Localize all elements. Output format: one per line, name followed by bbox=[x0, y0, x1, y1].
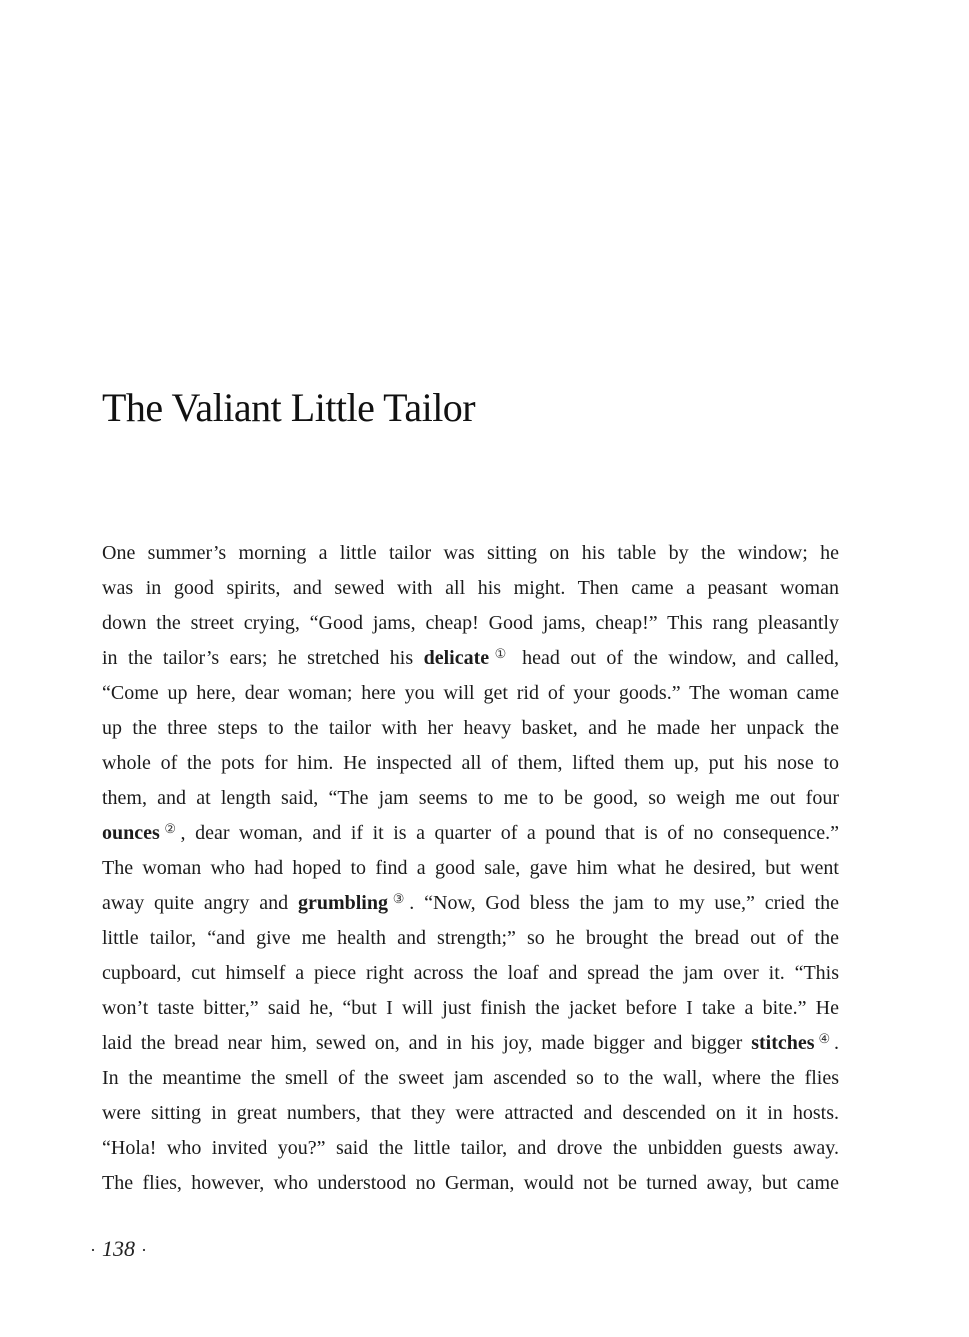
text-line bbox=[102, 1096, 839, 1131]
text-run: . bbox=[834, 1032, 839, 1054]
text-line bbox=[102, 641, 839, 676]
text-line bbox=[102, 816, 839, 851]
text-line bbox=[102, 536, 839, 571]
text-run: little tailor, “and give me health and strength;” so he brought the bread out of the bbox=[102, 927, 839, 949]
footnote-marker: ① bbox=[489, 646, 512, 661]
vocab-word: stitches bbox=[751, 1032, 815, 1054]
text-line bbox=[102, 956, 839, 991]
page-number-footer bbox=[84, 1236, 153, 1262]
footnote-marker: ③ bbox=[387, 891, 410, 906]
text-line bbox=[102, 851, 839, 886]
text-run: . “Now, God bless the jam to my use,” cried the bbox=[409, 892, 840, 914]
body-paragraph bbox=[102, 536, 839, 1201]
text-run: The woman who had hoped to find a good sale, gave him what he desired, but went bbox=[102, 857, 839, 879]
text-line bbox=[102, 711, 839, 746]
text-line bbox=[102, 606, 839, 641]
text-run: was in good spirits, and sewed with all his might. Then came a peasant woman bbox=[102, 577, 839, 599]
vocab-word: grumbling bbox=[297, 892, 388, 914]
text-run: cupboard, cut himself a piece right across the loaf and spread the jam over it. “This bbox=[102, 962, 839, 984]
text-line bbox=[102, 1166, 839, 1201]
text-line bbox=[102, 781, 839, 816]
text-line bbox=[102, 921, 839, 956]
right-dot-ornament: · bbox=[141, 1240, 147, 1260]
text-run: In the meantime the smell of the sweet jam ascended so to the wall, where the flies bbox=[102, 1067, 839, 1089]
text-line bbox=[102, 746, 839, 781]
text-run: “Come up here, dear woman; here you will get rid of your goods.” The woman came bbox=[102, 682, 839, 704]
text-run: “Hola! who invited you?” said the little tailor, and drove the unbidden guests away. bbox=[102, 1137, 839, 1159]
text-line bbox=[102, 1131, 839, 1166]
page-number: 138 bbox=[102, 1236, 135, 1261]
text-run: were sitting in great numbers, that they were attracted and descended on it in hosts. bbox=[102, 1102, 839, 1124]
text-run: laid the bread near him, sewed on, and in his joy, made bigger and bigger bbox=[102, 1032, 752, 1054]
text-line bbox=[102, 991, 839, 1026]
footnote-marker: ④ bbox=[814, 1031, 834, 1046]
footnote-marker: ② bbox=[159, 821, 181, 836]
text-run: whole of the pots for him. He inspected all of them, lifted them up, put his nose to bbox=[102, 752, 839, 774]
text-run: One summer’s morning a little tailor was sitting on his table by the window; he bbox=[102, 542, 839, 564]
text-run: down the street crying, “Good jams, cheap! Good jams, cheap!” This rang pleasantly bbox=[102, 612, 839, 634]
text-run: in the tailor’s ears; he stretched his bbox=[102, 647, 424, 669]
vocab-word: delicate bbox=[423, 647, 490, 669]
vocab-word: ounces bbox=[102, 822, 160, 844]
text-line bbox=[102, 676, 839, 711]
text-run: them, and at length said, “The jam seems to me to be good, so weigh me out four bbox=[102, 787, 839, 809]
text-run: away quite angry and bbox=[102, 892, 298, 914]
text-run: won’t taste bitter,” said he, “but I will just finish the jacket before I take a bite.” He bbox=[102, 997, 839, 1019]
text-run: , dear woman, and if it is a quarter of a pound that is of no consequence.” bbox=[180, 822, 840, 844]
text-line bbox=[102, 886, 839, 921]
text-line bbox=[102, 1026, 839, 1061]
text-line bbox=[102, 571, 839, 606]
text-line bbox=[102, 1061, 839, 1096]
left-dot-ornament: · bbox=[90, 1240, 96, 1260]
text-run: head out of the window, and called, bbox=[511, 647, 840, 669]
text-run: The flies, however, who understood no German, would not be turned away, but came bbox=[102, 1172, 839, 1194]
text-run: up the three steps to the tailor with her heavy basket, and he made her unpack the bbox=[102, 717, 839, 739]
chapter-title: The Valiant Little Tailor bbox=[102, 385, 476, 430]
